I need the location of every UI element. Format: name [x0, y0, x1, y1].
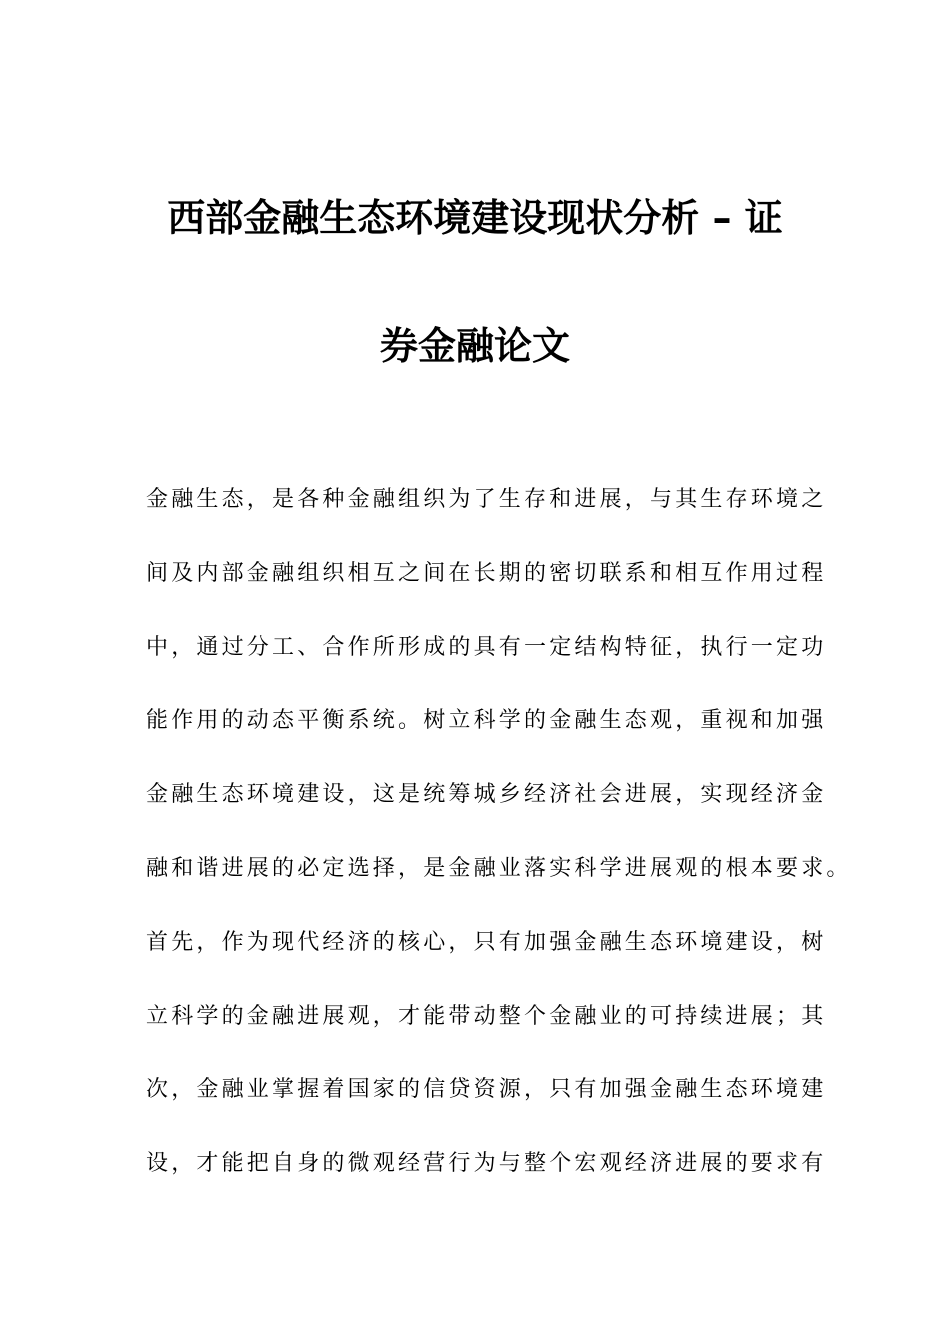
body-line-2: 间及内部金融组织相互之间在长期的密切联系和相互作用过程	[146, 560, 827, 586]
body-line-10: 设，才能把自身的微观经营行为与整个宏观经济进展的要求有	[146, 1151, 827, 1177]
body-paragraph	[146, 478, 852, 1216]
body-line-6: 融和谐进展的必定选择，是金融业落实科学进展观的根本要求。	[146, 855, 852, 881]
body-line-5: 金融生态环境建设，这是统筹城乡经济社会进展，实现经济金	[146, 782, 827, 808]
body-line-1: 金融生态，是各种金融组织为了生存和进展，与其生存环境之	[146, 487, 827, 512]
body-line-4: 能作用的动态平衡系统。树立科学的金融生态观，重视和加强	[146, 708, 827, 734]
body-line-9: 次，金融业掌握着国家的信贷资源，只有加强金融生态环境建	[146, 1077, 827, 1103]
body-line-7: 首先，作为现代经济的核心，只有加强金融生态环境建设，树	[146, 929, 827, 955]
title-line-2: 券金融论文	[379, 324, 570, 368]
body-line-8: 立科学的金融进展观，才能带动整个金融业的可持续进展；其	[146, 1003, 827, 1029]
body-line-3: 中，通过分工、合作所形成的具有一定结构特征，执行一定功	[146, 634, 827, 660]
title-line-1: 西部金融生态环境建设现状分析 – 证	[167, 196, 783, 240]
